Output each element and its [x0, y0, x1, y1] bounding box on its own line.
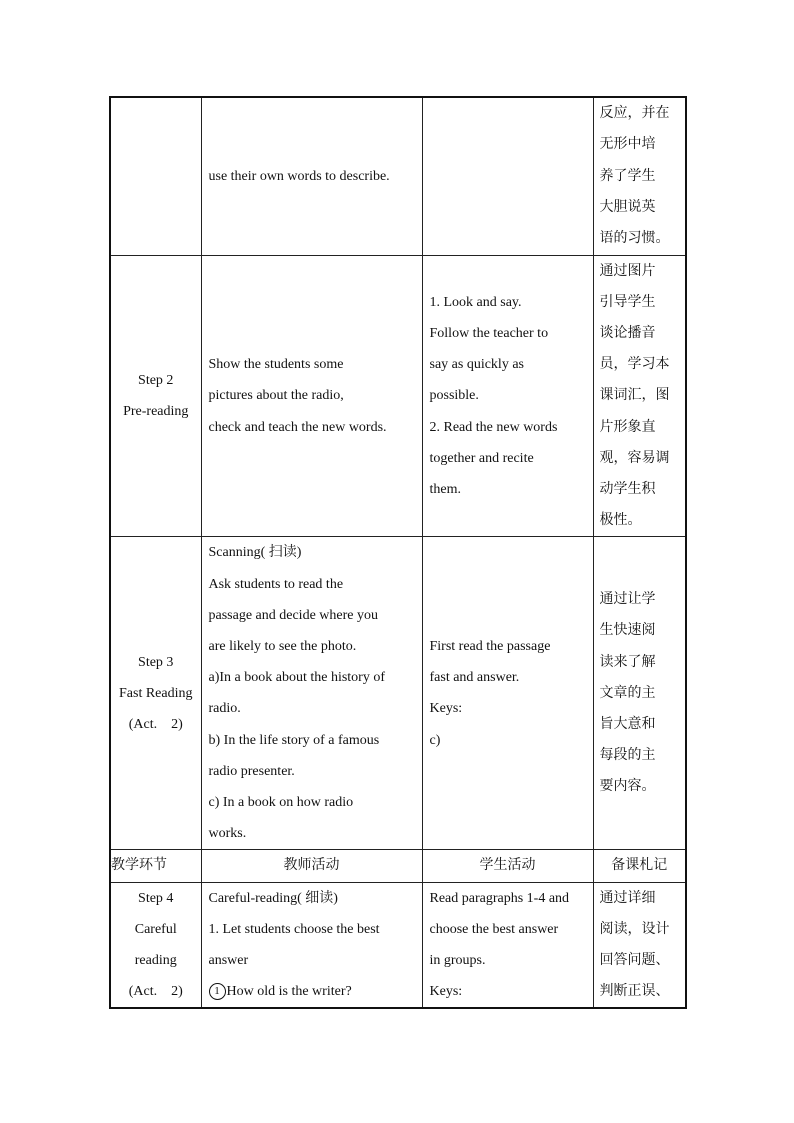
notes-cell	[593, 255, 686, 537]
student-activity-cell	[422, 97, 593, 255]
text-line: 员，学习本	[599, 356, 670, 373]
step-label: Step 2	[138, 372, 174, 388]
text-line: check and teach the new words.	[208, 419, 387, 435]
question-text: How old is the writer?	[226, 984, 352, 1000]
table-row	[110, 537, 686, 850]
text-line: Scanning( 扫读)	[208, 545, 302, 561]
text-line: 通过让学	[599, 591, 656, 608]
text-line: Keys:	[429, 701, 463, 717]
text-line: in groups.	[429, 952, 486, 968]
text-line: Ask students to read the	[208, 576, 344, 592]
teacher-activity-cell	[201, 255, 422, 537]
text-line: Follow the teacher to	[429, 325, 549, 341]
text-line: 观，容易调	[599, 449, 670, 466]
text-line: answer	[208, 952, 249, 968]
text-line: 生快速阅	[599, 622, 656, 639]
student-activity-cell	[422, 537, 593, 850]
header-teacher-activity: 教师活动	[201, 850, 422, 882]
header-notes: 备课札记	[593, 850, 686, 882]
text-line: Keys:	[429, 984, 463, 1000]
step-label: Step 4	[138, 890, 174, 906]
text-line: 2. Read the new words	[429, 419, 558, 435]
text-line: 养了学生	[599, 167, 656, 184]
step-activity: (Act. 2)	[128, 716, 183, 732]
text-line: them.	[429, 481, 461, 497]
text-line: c) In a book on how radio	[208, 794, 354, 810]
text-line: 无形中培	[599, 136, 656, 153]
table-row	[110, 97, 686, 255]
text-line: 判断正误、	[599, 983, 670, 1000]
text-line: choose the best answer	[429, 921, 559, 937]
text-line: 谈论播音	[599, 324, 656, 341]
header-student-activity: 学生活动	[422, 850, 593, 882]
text-line: Careful-reading( 细读)	[208, 890, 338, 906]
question-line	[209, 976, 418, 1007]
text-line: a)In a book about the history of	[208, 670, 386, 686]
step-name: Pre-reading	[123, 403, 189, 419]
text-line: b) In the life story of a famous	[208, 732, 380, 748]
text-line: 阅读，设计	[599, 920, 670, 937]
student-activity-cell	[422, 882, 593, 1008]
text-line: 反应，并在	[599, 105, 670, 122]
text-line: 回答问题、	[599, 951, 670, 968]
header-step: 教学环节	[110, 850, 201, 882]
text-line: radio.	[208, 701, 241, 717]
text-line: fast and answer.	[429, 670, 520, 686]
text-line: 大胆说英	[599, 198, 656, 215]
table-header-row	[110, 850, 686, 882]
text-line: c)	[429, 732, 441, 748]
text-line: 课词汇，图	[599, 387, 670, 404]
text-line: together and recite	[429, 450, 534, 466]
text-line: use their own words to describe.	[208, 168, 390, 184]
text-line: 旨大意和	[599, 715, 656, 732]
text-line: 极性。	[599, 512, 642, 529]
text-line: works.	[208, 826, 247, 842]
step-cell	[110, 537, 201, 850]
question-number-badge: 1	[209, 983, 226, 1000]
step-label: Step 3	[138, 654, 174, 670]
text-line: 1. Let students choose the best	[208, 921, 380, 937]
text-line: pictures about the radio,	[208, 388, 344, 404]
text-line: 通过图片	[599, 262, 656, 279]
notes-cell	[593, 882, 686, 1008]
text-line: 引导学生	[599, 293, 656, 310]
teacher-activity-cell	[201, 97, 422, 255]
lesson-plan-table	[109, 96, 687, 1009]
text-line: radio presenter.	[208, 763, 295, 779]
text-line: say as quickly as	[429, 357, 524, 373]
teacher-activity-cell	[201, 537, 422, 850]
text-line: Show the students some	[208, 357, 344, 373]
step-cell	[110, 97, 201, 255]
step-name: Careful	[134, 921, 177, 937]
step-cell	[110, 255, 201, 537]
teacher-activity-cell	[201, 882, 422, 1008]
text-line: 1. Look and say.	[429, 294, 522, 310]
step-name: Fast Reading	[119, 685, 193, 701]
text-line: 读来了解	[599, 653, 656, 670]
text-line: possible.	[429, 388, 479, 404]
text-line: 动学生积	[599, 480, 656, 497]
student-activity-cell	[422, 255, 593, 537]
text-line: 文章的主	[599, 684, 656, 701]
text-line: 通过详细	[599, 889, 656, 906]
text-line: passage and decide where you	[208, 607, 378, 623]
text-line: 每段的主	[599, 747, 656, 764]
text-line: 语的习惯。	[599, 230, 670, 247]
text-line: Read paragraphs 1-4 and	[429, 890, 570, 906]
notes-cell	[593, 537, 686, 850]
text-line: 要内容。	[599, 778, 656, 795]
table-row	[110, 255, 686, 537]
text-line: First read the passage	[429, 638, 551, 654]
table-row	[110, 882, 686, 1008]
notes-cell	[593, 97, 686, 255]
text-line: 片形象直	[599, 418, 656, 435]
step-name: reading	[134, 952, 177, 968]
step-cell	[110, 882, 201, 1008]
text-line: are likely to see the photo.	[208, 638, 357, 654]
step-activity: (Act. 2)	[128, 984, 183, 1000]
